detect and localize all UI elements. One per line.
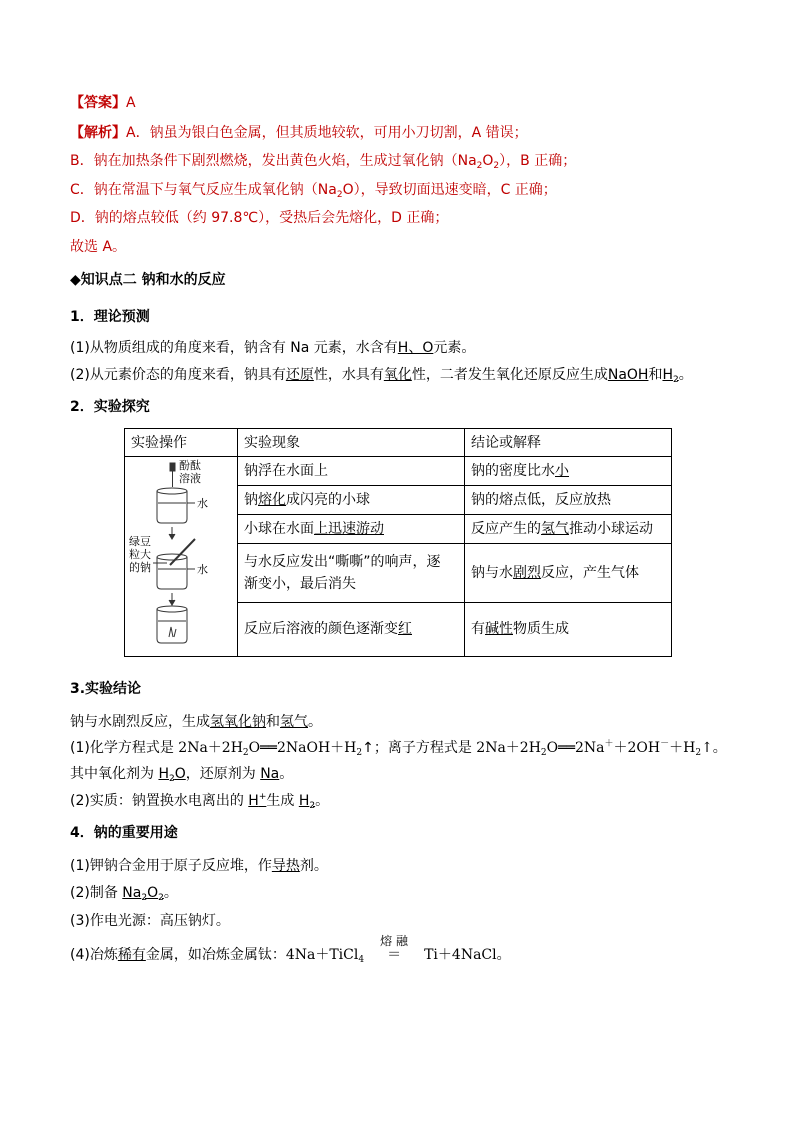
arrow-2-head: [169, 600, 175, 605]
c3-a: 其中氧化剂为: [70, 766, 159, 782]
table-header-cell: 实验现象: [238, 429, 465, 457]
eq2-sub2: 2: [695, 748, 702, 758]
c3-b: ，还原剂为: [185, 766, 261, 782]
essence-line: [70, 791, 329, 811]
oxidant-sub: 2: [168, 774, 175, 784]
eq-label: (1)化学方程式是: [70, 740, 179, 756]
r2-obs-b: 成闪亮的小球: [286, 492, 370, 509]
analysis-b-text1: B．钠在加热条件下剧烈燃烧，发出黄色火焰，生成过氧化钠（Na: [70, 153, 477, 169]
h-ion-h: H: [248, 793, 259, 809]
u2-a: (2)制备: [70, 885, 123, 901]
table-row: [125, 457, 672, 486]
p2-text2: 性，水具有: [313, 367, 384, 383]
analysis-b-sub1: 2: [476, 161, 483, 171]
u4-u: 稀有: [117, 947, 146, 963]
tweezers: [170, 539, 195, 565]
u2-end: 。: [163, 885, 178, 901]
r4-con-a: 钠与水: [471, 565, 513, 582]
answer-value: A: [126, 95, 136, 111]
observation-cell: [238, 544, 465, 602]
analysis-conclusion: 故选 A。: [70, 239, 127, 255]
h2: [299, 793, 315, 809]
c1-u2: 氢气: [280, 714, 308, 730]
observation-cell: [238, 602, 465, 656]
table-header-row: [125, 429, 672, 457]
h-ion-sup: +: [258, 792, 267, 802]
h2-h: H: [298, 793, 310, 809]
eq2-c: ＋2OH: [613, 740, 661, 756]
oxidant-h: H: [158, 766, 169, 782]
beaker-3-rim: [157, 606, 187, 612]
r4-con-b: 反应，产生气体: [541, 565, 639, 582]
r4-obs-2: 渐变小，最后消失: [244, 576, 356, 593]
ti-eq-b: Ti＋4NaCl: [424, 947, 497, 963]
apparatus-figure-cell: [125, 457, 238, 657]
heading-uses: 4．钠的重要用途: [70, 825, 178, 841]
analysis-c-text2: O），导致切面迅速变暗，C 正确；: [342, 182, 557, 198]
eq2-sup: ＋: [604, 739, 614, 749]
label-size: 粒大: [129, 548, 151, 561]
conclusion-cell: 钠的熔点低，反应放热: [465, 486, 672, 515]
p2-end: 。: [678, 367, 693, 383]
c4-a: (2)实质：钠置换水电离出的: [70, 793, 249, 809]
titanium-equation: [285, 934, 497, 965]
na2o2: [122, 885, 164, 901]
r5-con-b: 物质生成: [513, 621, 569, 638]
conclusion-line: [70, 712, 322, 732]
ti-eq-sub: 4: [358, 955, 365, 965]
r2-obs-u: 熔化: [258, 492, 286, 509]
analysis-line-d: D．钠的熔点较低（约 97.8℃），受热后会先熔化，D 正确；: [70, 210, 449, 226]
eq2-sub: 2: [540, 748, 547, 758]
observation-cell: 钠浮在水面上: [238, 457, 465, 486]
conclusion-cell: [465, 515, 672, 544]
knowledge-point-title: ◆知识点二 钠和水的反应: [70, 272, 226, 288]
beaker-3: [157, 609, 187, 643]
label-of-sodium: 的钠: [129, 561, 151, 574]
c1-end: 。: [308, 714, 322, 730]
u1-a: (1)钾钠合金用于原子反应堆，作: [70, 858, 272, 874]
theory-p2: [70, 365, 693, 385]
u1-u: 导热: [271, 858, 300, 874]
r3-con-u: 氢气: [541, 521, 569, 538]
experiment-table: [124, 428, 672, 657]
r5-con-a: 有: [471, 621, 485, 638]
chemical-equation: [178, 740, 362, 756]
p2-u4-h: H: [662, 367, 673, 383]
p1-underline: H、O: [397, 340, 434, 356]
heading-experiment: 2．实验探究: [70, 399, 150, 415]
eq2-a: 2Na＋2H: [476, 740, 541, 756]
analysis-line-b: [70, 151, 576, 171]
conclusion-cell: [465, 602, 672, 656]
c4-b: 生成: [266, 793, 299, 809]
u1-b: 剂。: [299, 858, 328, 874]
c1-text: 钠与水剧烈反应，生成: [70, 714, 210, 730]
theory-p1: [70, 338, 475, 358]
analysis-line-c: [70, 180, 557, 200]
analysis-line-a: [70, 123, 528, 143]
dropper-bulb: [170, 463, 175, 471]
r5-obs-u: 红: [398, 621, 412, 638]
equation-line: [70, 738, 727, 758]
r3-obs-u: 上迅速游动: [314, 521, 384, 538]
c1-and: 和: [266, 714, 280, 730]
observation-cell: [238, 515, 465, 544]
r3-con-b: 推动小球运动: [569, 521, 653, 538]
r4-obs-1: 与水反应发出“嘶嘶”的响声，逐: [244, 554, 441, 571]
p2-text3: 性，二者发生氧化还原反应生成: [411, 367, 608, 383]
r2-obs-a: 钠: [244, 492, 258, 509]
c1-u1: 氢氧化钠: [210, 714, 266, 730]
eq2-e: ↑。: [701, 740, 727, 756]
analysis-b-text3: ），B 正确；: [499, 153, 577, 169]
label-phenolphthalein: 酚酞: [179, 459, 201, 472]
label-green: 绿豆: [129, 535, 151, 548]
heading-conclusion: 3.实验结论: [70, 681, 142, 697]
eq2-sup2: －: [660, 739, 670, 749]
r1-con-text: 钠的密度比水: [471, 463, 555, 480]
answer-label: 【答案】: [70, 95, 126, 111]
condition-label: 熔 融: [380, 934, 408, 948]
eq1-sub2: 2: [356, 748, 363, 758]
label-water-2: 水: [197, 563, 208, 576]
analysis-b-text2: O: [482, 153, 494, 169]
beaker-2-rim: [157, 554, 187, 560]
r3-obs-a: 小球在水面: [244, 521, 314, 538]
heading-theory: 1．理论预测: [70, 309, 150, 325]
p1-text: (1)从物质组成的角度来看，钠含有 Na 元素，水含有: [70, 340, 398, 356]
analysis-c-text1: C．钠在常温下与氧气反应生成氧化钠（Na: [70, 182, 337, 198]
p2-u2: 氧化: [383, 367, 412, 383]
h-ion: [248, 793, 266, 809]
ti-eq-a: 4Na＋TiCl: [285, 947, 359, 963]
u4-b: 金属，如冶炼金属钛：: [145, 947, 286, 963]
c3-end: 。: [279, 766, 294, 782]
use-3: (3)作电光源：高压钠灯。: [70, 913, 230, 929]
use-2: [70, 883, 178, 903]
apparatus-diagram: [125, 457, 235, 649]
beaker-1-rim: [157, 488, 187, 494]
c4-end: 。: [315, 793, 330, 809]
u4-a: (4)冶炼: [70, 947, 118, 963]
oxidant-o: O: [174, 766, 186, 782]
p2-u3: NaOH: [607, 367, 649, 383]
beaker-1: [157, 491, 187, 523]
p2-u4: [662, 367, 678, 383]
use-4: [70, 934, 511, 965]
u4-end: 。: [496, 947, 511, 963]
r5-obs-a: 反应后溶液的颜色逐渐变: [244, 621, 398, 638]
table-header-cell: 实验操作: [125, 429, 238, 457]
na2o2-sub2: 2: [158, 893, 164, 903]
analysis-b-sub2: 2: [493, 161, 500, 171]
ionic-equation: [476, 740, 727, 756]
p2-u4-sub: 2: [672, 375, 679, 385]
use-1: [70, 856, 328, 876]
eq1-c: ↑；离子方程式是: [362, 740, 477, 756]
r4-con-u: 剧烈: [513, 565, 541, 582]
eq2-d: ＋H: [669, 740, 696, 756]
r1-con-u: 小: [555, 463, 569, 480]
r5-con-u: 碱性: [485, 621, 513, 638]
p1-end: 元素。: [433, 340, 476, 356]
label-water-1: 水: [197, 497, 208, 510]
answer-line: [70, 93, 136, 113]
conclusion-cell: [465, 457, 672, 486]
eq1-b: O══2NaOH＋H: [248, 740, 357, 756]
eq1-sub: 2: [242, 748, 249, 758]
oxidant-line: [70, 764, 293, 784]
analysis-a: A．钠虽为银白色金属，但其质地较软，可用小刀切割，A 错误；: [126, 125, 528, 141]
p2-u1: 还原: [285, 367, 314, 383]
eq1-a: 2Na＋2H: [178, 740, 243, 756]
oxidant: [158, 766, 185, 782]
arrow-1-head: [169, 534, 175, 539]
h2-sub: 2: [309, 801, 316, 811]
na2o2-sub1: 2: [141, 893, 148, 903]
beaker-3-residue: [169, 627, 176, 637]
na2o2-o: O: [147, 885, 159, 901]
conclusion-cell: [465, 544, 672, 602]
analysis-label: 【解析】: [70, 125, 126, 141]
r3-con-a: 反应产生的: [471, 521, 541, 538]
table-header-cell: 结论或解释: [465, 429, 672, 457]
na2o2-na: Na: [122, 885, 142, 901]
p2-text4: 和: [648, 367, 663, 383]
eq2-b: O══2Na: [546, 740, 605, 756]
p2-text1: (2)从元素价态的角度来看，钠具有: [70, 367, 286, 383]
condition-equals: 熔 融 ＝: [364, 945, 424, 965]
analysis-c-sub: 2: [336, 190, 343, 200]
label-solution: 溶液: [179, 472, 201, 485]
reductant: Na: [260, 766, 280, 782]
observation-cell: [238, 486, 465, 515]
